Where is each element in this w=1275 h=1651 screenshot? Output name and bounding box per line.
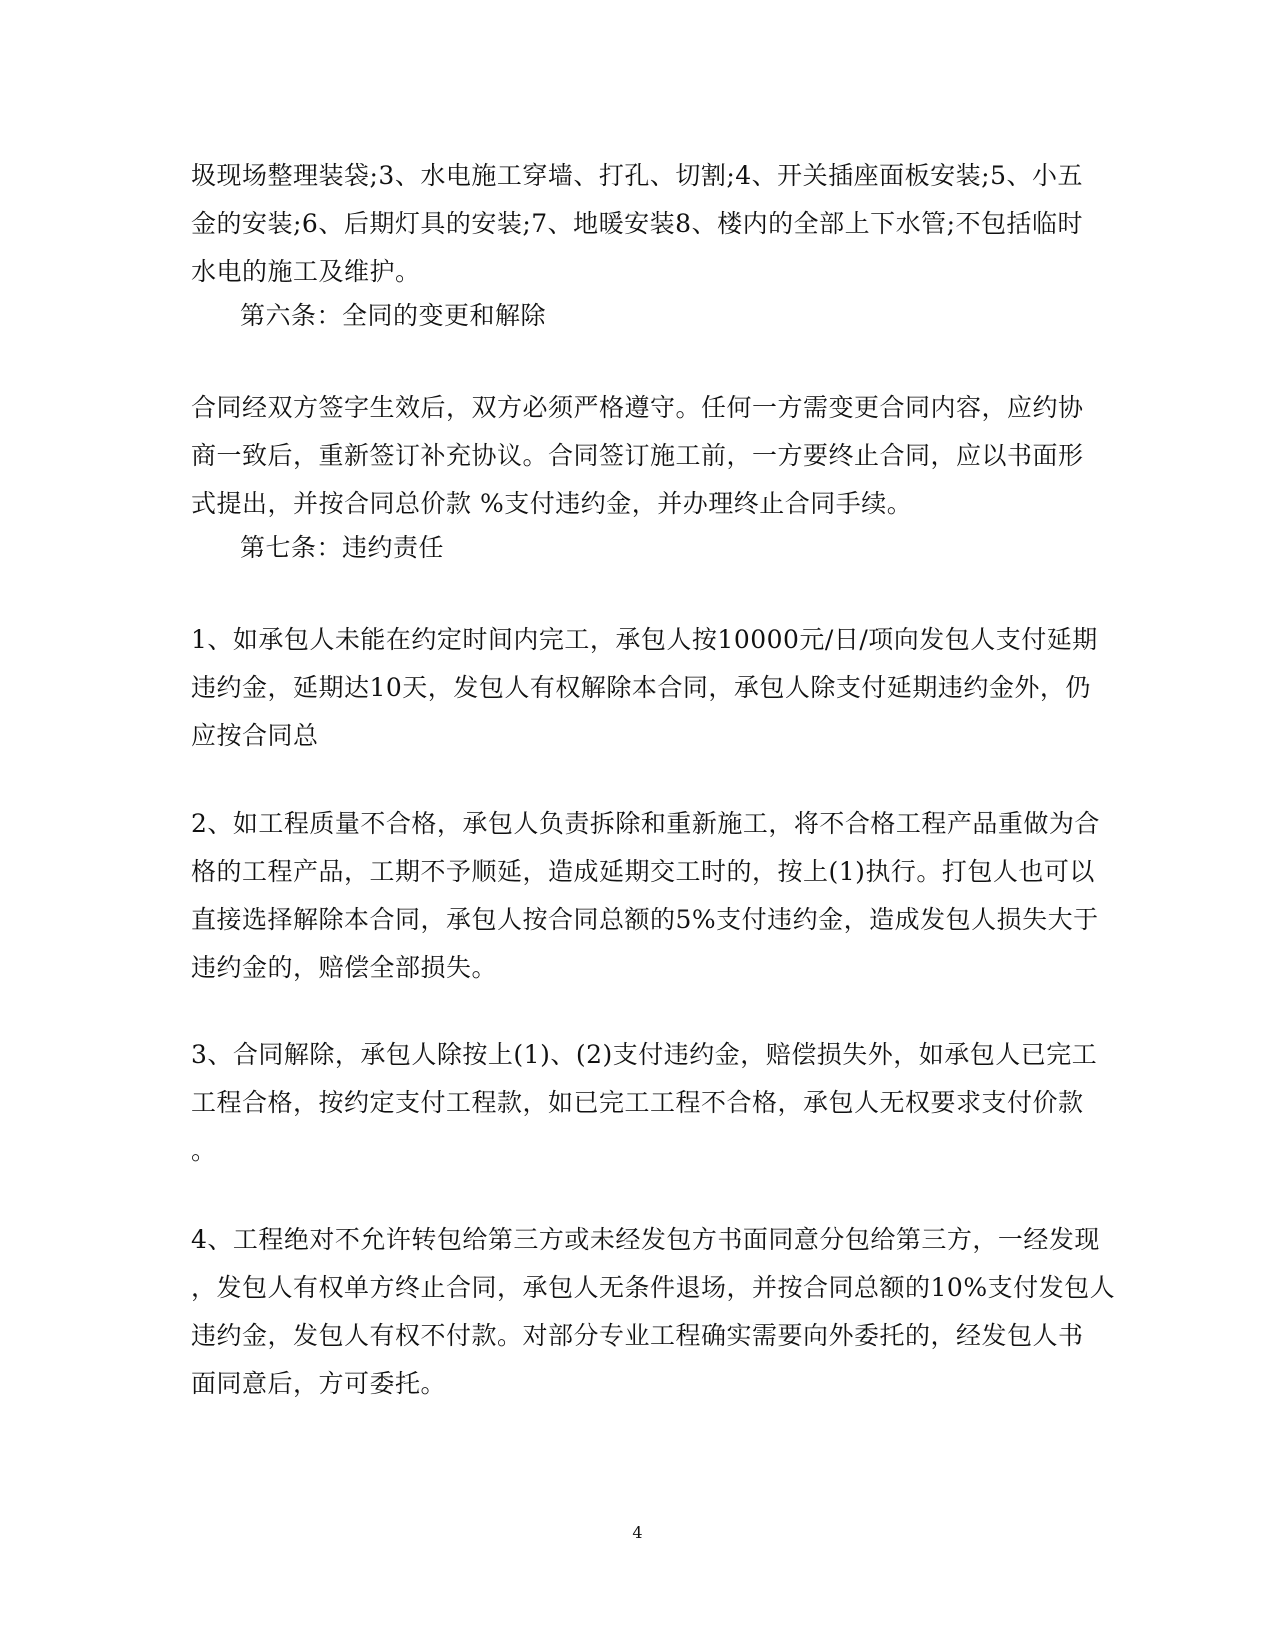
paragraph-scope-items bbox=[191, 152, 1081, 296]
paragraph-clause-2 bbox=[191, 800, 1100, 992]
text-line: 直接选择解除本合同，承包人按合同总额的5%支付违约金，造成发包人损失大于 bbox=[191, 905, 1099, 934]
text-line: 合同经双方签字生效后，双方必须严格遵守。任何一方需变更合同内容，应约协 bbox=[191, 393, 1084, 422]
text-line: 违约金，延期达10天，发包人有权解除本合同，承包人除支付延期违约金外，仍 bbox=[191, 673, 1091, 702]
text-line: 水电的施工及维护。 bbox=[191, 257, 421, 286]
text-line: 式提出，并按合同总价款 %支付违约金，并办理终止合同手续。 bbox=[191, 489, 913, 518]
text-line: 。 bbox=[191, 1136, 217, 1165]
text-line: 面同意后，方可委托。 bbox=[191, 1369, 447, 1398]
text-line: 金的安装;6、后期灯具的安装;7、地暖安装8、楼内的全部上下水管;不包括临时 bbox=[191, 209, 1083, 238]
text-line: 应按合同总 bbox=[191, 721, 319, 750]
text-line: 1、如承包人未能在约定时间内完工，承包人按10000元/日/项向发包人支付延期 bbox=[191, 625, 1098, 654]
text-line: 违约金，发包人有权不付款。对部分专业工程确实需要向外委托的，经发包人书 bbox=[191, 1321, 1084, 1350]
page-number: 4 bbox=[632, 1523, 643, 1542]
text-line: 4、工程绝对不允许转包给第三方或未经发包方书面同意分包给第三方，一经发现 bbox=[191, 1225, 1100, 1254]
paragraph-contract-changes bbox=[191, 384, 1084, 528]
article-6-heading: 第六条：全同的变更和解除 bbox=[240, 301, 547, 330]
text-line: ，发包人有权单方终止合同，承包人无条件退场，并按合同总额的10%支付发包人 bbox=[191, 1273, 1116, 1302]
text-line: 2、如工程质量不合格，承包人负责拆除和重新施工，将不合格工程产品重做为合 bbox=[191, 809, 1100, 838]
text-line: 格的工程产品，工期不予顺延，造成延期交工时的，按上(1)执行。打包人也可以 bbox=[191, 857, 1095, 886]
paragraph-clause-4 bbox=[191, 1216, 1116, 1408]
text-line: 商一致后，重新签订补充协议。合同签订施工前，一方要终止合同，应以书面形 bbox=[191, 441, 1084, 470]
text-line: 圾现场整理装袋;3、水电施工穿墙、打孔、切割;4、开关插座面板安装;5、小五 bbox=[191, 161, 1083, 190]
text-line: 3、合同解除，承包人除按上(1)、(2)支付违约金，赔偿损失外，如承包人已完工 bbox=[191, 1040, 1098, 1069]
text-line: 工程合格，按约定支付工程款，如已完工工程不合格，承包人无权要求支付价款 bbox=[191, 1088, 1084, 1117]
text-line: 违约金的，赔偿全部损失。 bbox=[191, 953, 498, 982]
paragraph-clause-1 bbox=[191, 616, 1098, 760]
paragraph-clause-3 bbox=[191, 1031, 1098, 1175]
article-7-heading: 第七条：违约责任 bbox=[240, 533, 445, 562]
